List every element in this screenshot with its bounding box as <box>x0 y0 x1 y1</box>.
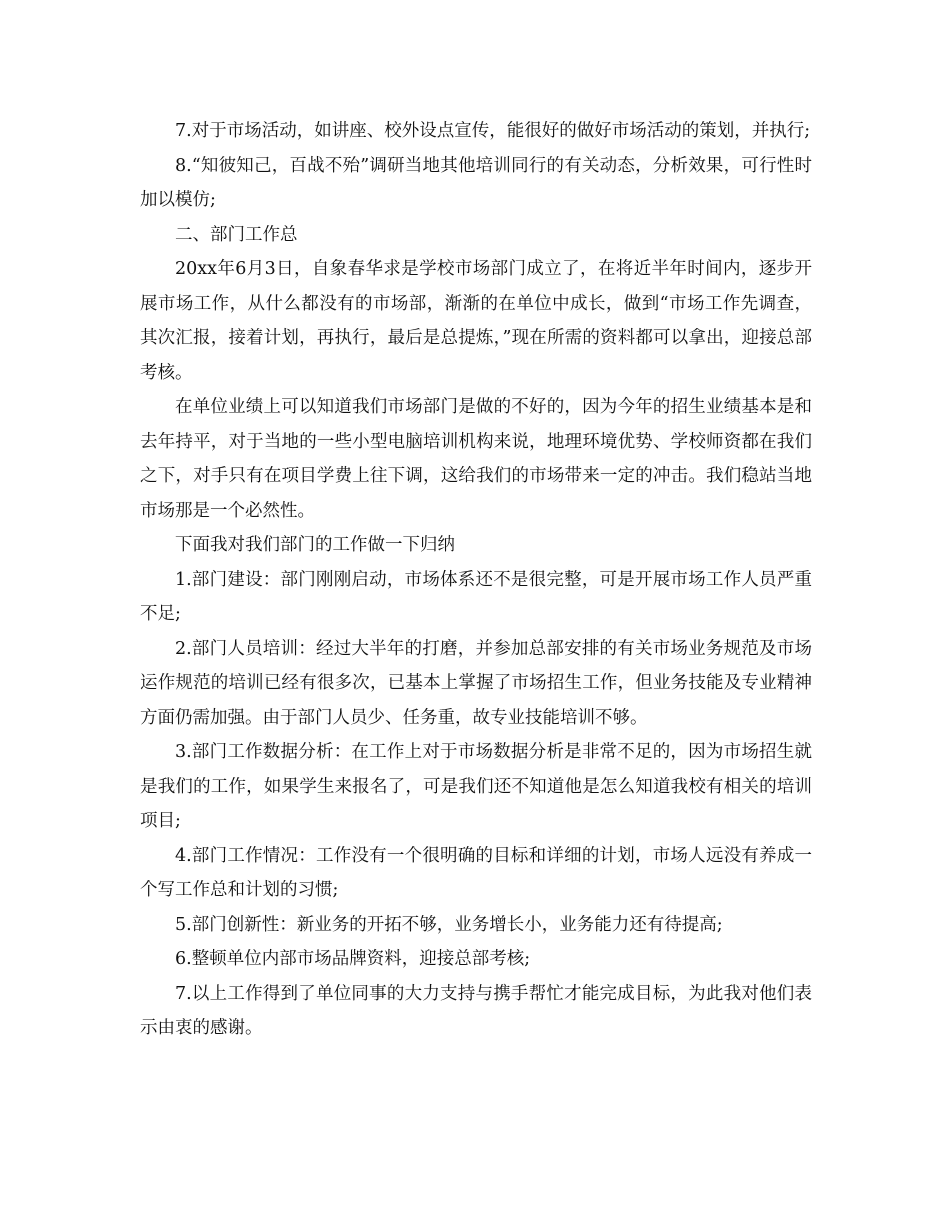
document-body <box>140 114 812 1046</box>
paragraph-summary-intro: 下面我对我们部门的工作做一下归纳 <box>175 535 455 555</box>
paragraph-item-7-marketing-activities: 7.对于市场活动，如讲座、校外设点宣传，能很好的做好市场活动的策划，并执行; <box>175 121 811 141</box>
section-heading-department-summary: 二、部门工作总 <box>175 224 298 245</box>
paragraph-performance: 在单位业绩上可以知道我们市场部门是做的不好的，因为今年的招生业绩基本是和去年持平，对于当地的一些小型电脑培训机构来说，地理环境优势、学校师资都在我们之下，对手只有在项目学费上往下调，这给我们的市场带来一定的冲击。我们稳站当地市场那是一个必然性。 <box>140 397 812 521</box>
list-item-data-analysis: 3.部门工作数据分析：在工作上对于市场数据分析是非常不足的，因为市场招生就是我们的工作，如果学生来报名了，可是我们还不知道他是怎么知道我校有相关的培训项目; <box>140 742 812 831</box>
list-item-staff-training: 2.部门人员培训：经过大半年的打磨，并参加总部安排的有关市场业务规范及市场运作规范的培训已经有很多次，已基本上掌握了市场招生工作，但业务技能及专业精神方面仍需加强。由于部门人员少、任务重，故专业技能培训不够。 <box>140 638 812 728</box>
paragraph-item-8-competitor-research: 8.“知彼知己，百战不殆”调研当地其他培训同行的有关动态，分析效果，可行性时加以模仿; <box>140 155 812 210</box>
list-item-brand-materials: 6.整顿单位内部市场品牌资料，迎接总部考核; <box>175 949 531 969</box>
list-item-innovation: 5.部门创新性：新业务的开拓不够，业务增长小，业务能力还有待提高; <box>175 914 723 935</box>
paragraph-department-founding: 20xx年6月3日，自象春华求是学校市场部门成立了，在将近半年时间内，逐步开展市场工作，从什么都没有的市场部，渐渐的在单位中成长，做到“市场工作先调查，其次汇报，接着计划，再执行，最后是总提炼，”现在所需的资料都可以拿出，迎接总部考核。 <box>140 259 812 383</box>
list-item-thanks: 7.以上工作得到了单位同事的大力支持与携手帮忙才能完成目标，为此我对他们表示由衷的感谢。 <box>140 983 812 1038</box>
list-item-work-status: 4.部门工作情况：工作没有一个很明确的目标和详细的计划，市场人远没有养成一个写工作总和计划的习惯; <box>140 845 812 900</box>
list-item-department-building: 1.部门建设：部门刚刚启动，市场体系还不是很完整，可是开展市场工作人员严重不足; <box>140 569 812 624</box>
